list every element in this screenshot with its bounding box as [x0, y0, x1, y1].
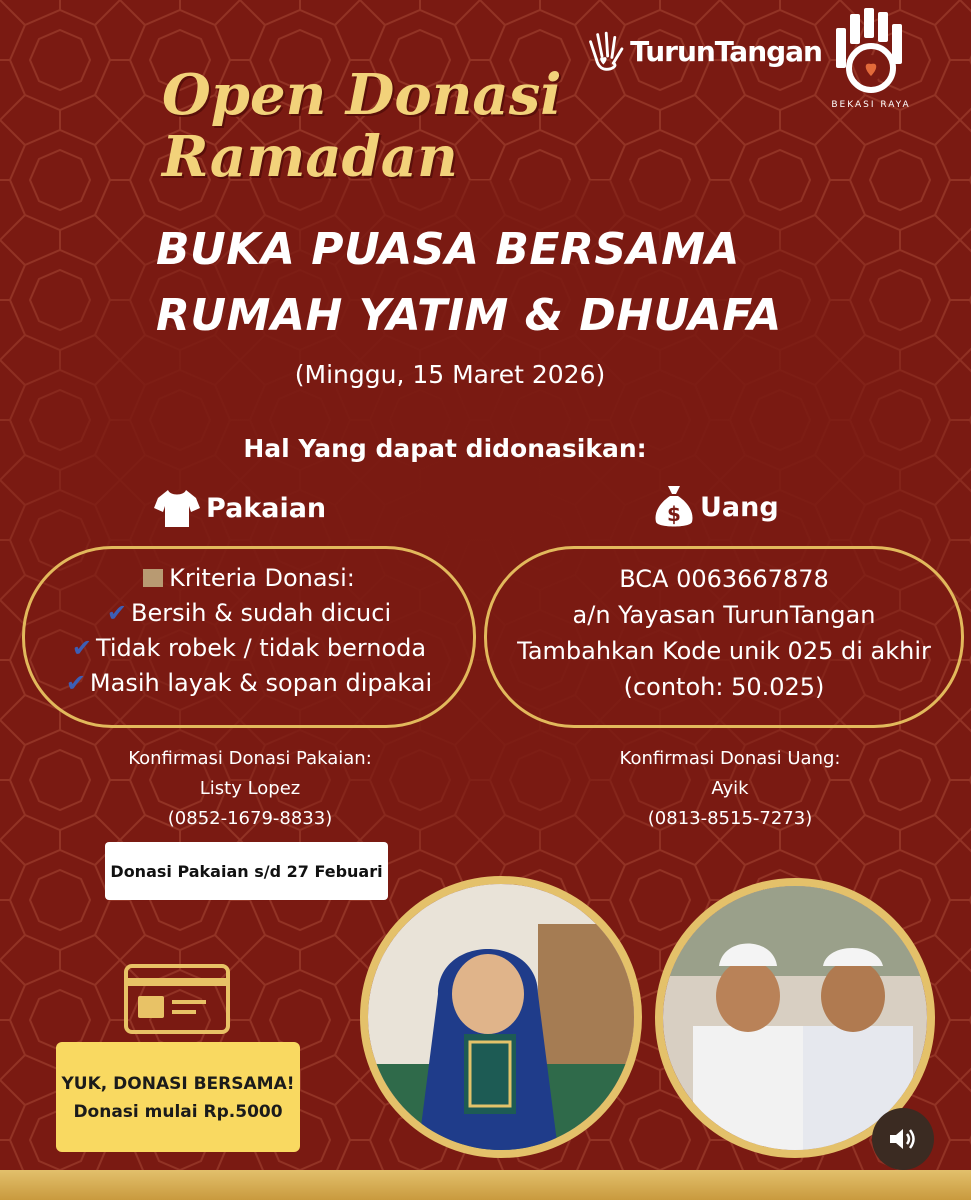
- hand-heart-icon: [582, 18, 626, 84]
- check-icon: ✔: [71, 634, 92, 662]
- money-label: Uang: [700, 491, 779, 523]
- confirm-name: Ayik: [711, 778, 749, 799]
- bekasi-raya-logo: [826, 6, 916, 116]
- sub-logo-text: BEKASI RAYA: [831, 100, 911, 110]
- clothes-label: Pakaian: [206, 492, 327, 524]
- criteria-item: ✔ Tidak robek / tidak bernoda: [71, 634, 427, 662]
- credit-card-icon: [124, 964, 230, 1034]
- title-line-2: Ramadan: [162, 124, 458, 190]
- clothes-confirmation: [60, 744, 440, 834]
- svg-text:$: $: [667, 502, 681, 526]
- clothes-category: [154, 488, 326, 528]
- clothes-criteria-box: [22, 546, 476, 728]
- confirm-title: Konfirmasi Donasi Uang:: [619, 748, 841, 769]
- clothes-deadline-badge: Donasi Pakaian s/d 27 Febuari: [105, 842, 388, 900]
- cta-line-2: Donasi mulai Rp.5000: [73, 1102, 283, 1122]
- tshirt-icon: [154, 488, 200, 528]
- confirm-name: Listy Lopez: [199, 778, 301, 799]
- confirm-phone: (0813-8515-7273): [647, 808, 813, 829]
- money-bag-icon: [654, 484, 694, 530]
- criteria-title: Kriteria Donasi:: [25, 561, 473, 596]
- example-amount: (contoh: 50.025): [623, 673, 825, 701]
- money-category: [654, 484, 779, 530]
- money-info-box: [484, 546, 964, 728]
- sound-toggle-button[interactable]: [872, 1108, 934, 1170]
- account-holder: a/n Yayasan TurunTangan: [572, 601, 876, 629]
- bank-account: BCA 0063667878: [619, 565, 829, 593]
- photo-girl-with-quran: [360, 876, 642, 1158]
- speaker-icon: [888, 1126, 918, 1152]
- cta-box: [56, 1042, 300, 1152]
- gear-hand-icon: [826, 6, 916, 100]
- check-icon: ✔: [65, 669, 86, 697]
- headline-line-2: RUMAH YATIM & DHUAFA: [156, 290, 782, 341]
- headline-line-1: BUKA PUASA BERSAMA: [156, 224, 740, 275]
- package-icon: [143, 569, 163, 587]
- confirm-title: Konfirmasi Donasi Pakaian:: [128, 748, 372, 769]
- donation-heading: Hal Yang dapat didonasikan:: [243, 434, 647, 463]
- title-line-1: Open Donasi: [162, 62, 562, 128]
- turuntangan-logo: [582, 16, 822, 86]
- event-date: (Minggu, 15 Maret 2026): [294, 360, 606, 389]
- unique-code-note: Tambahkan Kode unik 025 di akhir: [517, 637, 931, 665]
- criteria-item: ✔ Bersih & sudah dicuci: [106, 599, 392, 627]
- confirm-phone: (0852-1679-8833): [167, 808, 333, 829]
- cta-line-1: YUK, DONASI BERSAMA!: [61, 1074, 295, 1094]
- bottom-gold-bar: [0, 1170, 971, 1200]
- criteria-item: ✔ Masih layak & sopan dipakai: [65, 669, 433, 697]
- money-confirmation: [540, 744, 920, 834]
- check-icon: ✔: [106, 599, 127, 627]
- brand-name: TurunTangan: [630, 34, 822, 68]
